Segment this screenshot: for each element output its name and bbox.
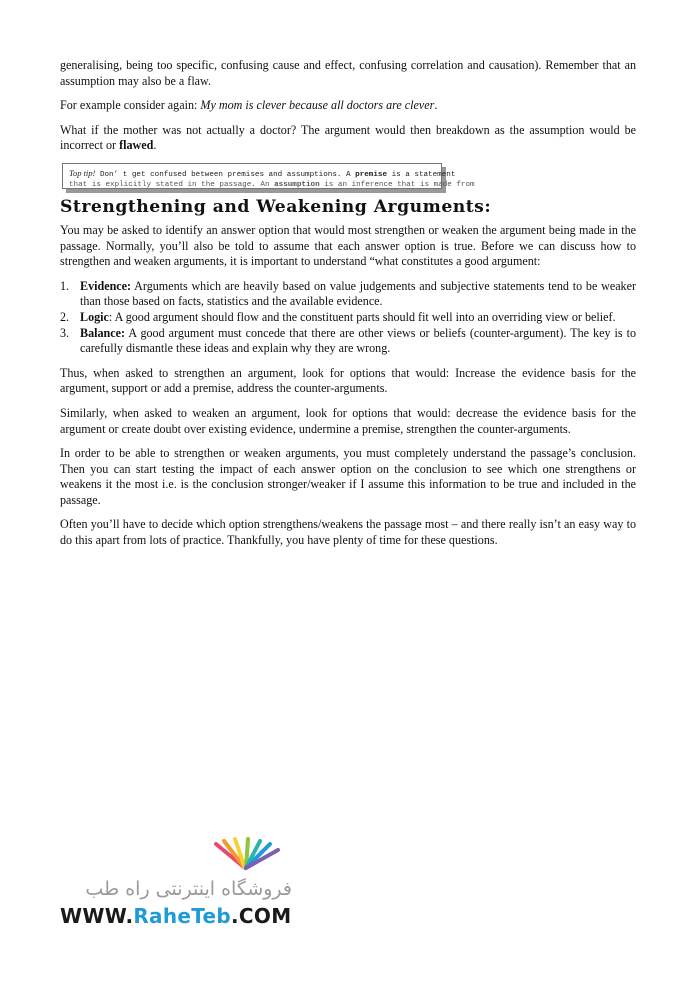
section-paragraph-5: Often you’ll have to decide which option strengthens/weakens the passage most – and there really isn’t an easy way to do this apart from lots of practice. Thankfully, you have plenty of time for these questions. — [60, 517, 636, 548]
tip-label: Top tip! — [69, 167, 96, 178]
section-paragraph-1: You may be asked to identify an answer option that would most strengthen or weaken the argument being made in the passage. Normally, you’ll also be told to assume that each answer option is true. Before we can discuss how to strengthen and weaken arguments, it is important to understand “what constitutes a good argument: — [60, 222, 636, 269]
intro-paragraph-3 — [60, 123, 636, 154]
intro-paragraph-2 — [60, 98, 636, 114]
list-item — [60, 326, 636, 357]
url-prefix: WWW. — [60, 904, 134, 928]
list-term: Logic — [80, 309, 109, 324]
list-text: Arguments which are heavily based on value judgements and subjective statements tend to be weaker than those based on facts, statistics and the available evidence. — [80, 278, 636, 309]
store-url — [60, 904, 291, 928]
store-name-persian: فروشگاه اینترنتی راه طب — [85, 878, 292, 900]
section-paragraph-4: In order to be able to strengthen or weaken arguments, you must completely understand the passage’s conclusion. Then you can start testing the impact of each answer option on the conclusion to see which one strengthens or weakens it the most i.e. is the conclusion stronger/weaker if I assume this information to be true and included in the passage. — [60, 446, 636, 507]
tip-premise-term: premise — [355, 170, 388, 179]
list-number: 2. — [60, 309, 70, 324]
list-number: 3. — [60, 325, 70, 340]
section-heading: Strengthening and Weakening Arguments: — [60, 196, 492, 217]
tip-line-2 — [69, 181, 475, 189]
example-lead: For example consider again: — [60, 98, 201, 113]
raheteb-watermark-logo — [60, 838, 295, 933]
list-term: Balance: — [80, 325, 126, 340]
list-term: Evidence: — [80, 278, 132, 293]
top-tip-box — [62, 163, 475, 189]
section-paragraph-3: Similarly, when asked to weaken an argument, look for options that would: decrease the evidence basis for the argument or create doubt over existing evidence, undermine a premise, strengthen the counter-arguments. — [60, 405, 636, 436]
flawed-term: flawed — [119, 138, 154, 153]
list-number: 1. — [60, 278, 70, 293]
document-page — [60, 58, 636, 558]
example-end: . — [434, 98, 438, 113]
tip-text-1a: Don’ t get confused between premises and assumptions. A — [95, 170, 356, 179]
example-quote: My mom is clever because all doctors are clever — [200, 98, 435, 113]
flaw-lead: What if the mother was not actually a doctor? The argument would then breakdown as the assumption would be incorrect or — [60, 122, 636, 153]
tip-text-2a: that is explicitly stated in the passage. An — [69, 180, 275, 189]
intro-paragraph-1: generalising, being too specific, confusing cause and effect, confusing correlation and causation). Remember that an assumption may also be a flaw. — [60, 58, 636, 88]
list-text: : A good argument should flow and the constituent parts should fit well into an overriding view or belief. — [108, 309, 616, 324]
list-item — [60, 310, 636, 326]
list-item — [60, 279, 636, 310]
url-brand: RaheTeb — [133, 904, 232, 928]
argument-criteria-list — [60, 279, 636, 357]
tip-text-2b: is an inference that is made from — [319, 180, 475, 189]
tip-line-1 — [69, 168, 455, 179]
list-text: A good argument must concede that there are other views or beliefs (counter-argument). The key is to carefully dismantle these ideas and explain why they are wrong. — [80, 325, 636, 356]
section-paragraph-2: Thus, when asked to strengthen an argument, look for options that would: Increase the evidence basis for the argument, support or add a premise, address the counter-arguments. — [60, 365, 636, 396]
open-book-icon — [208, 838, 283, 870]
flaw-end: . — [153, 138, 157, 153]
tip-assumption-term: assumption — [274, 180, 320, 189]
tip-text-1b: is a statement — [387, 170, 456, 179]
url-suffix: .COM — [231, 904, 292, 928]
